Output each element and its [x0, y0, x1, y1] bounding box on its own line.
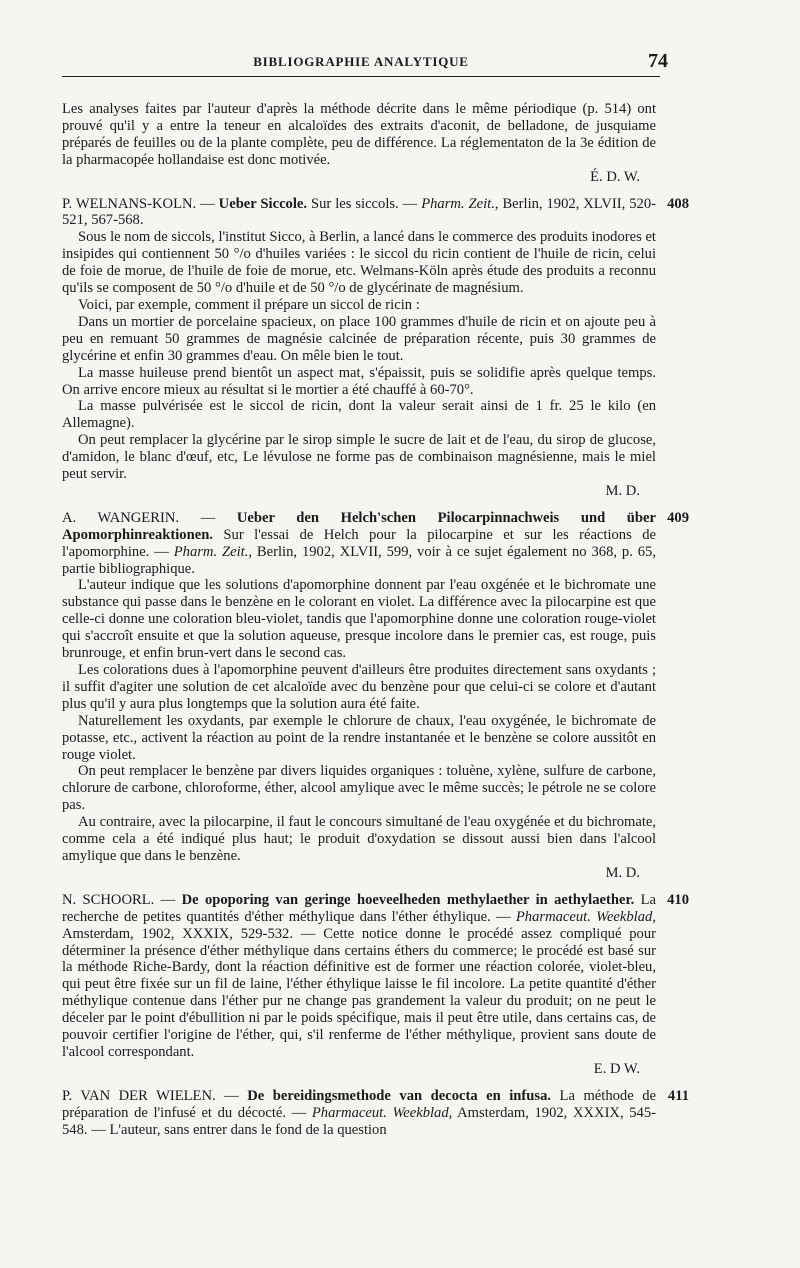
running-title: BIBLIOGRAPHIE ANALYTIQUE — [253, 54, 469, 69]
entry-paragraph: La masse pulvérisée est le siccol de ricin, dont la valeur serait ainsi de 1 fr. 25 le kilo (en Allemagne). — [62, 398, 656, 432]
entry-author: N. SCHOORL. — — [62, 891, 176, 908]
entry-journal: Pharmaceut. Weekblad, — [515, 908, 656, 925]
entry-paragraph: Au contraire, avec la pilocarpine, il faut le concours simultané de l'eau oxygénée et du bichromate, comme cela a été indiqué plus haut; le produit d'oxydation se dissout aussi bien dans l'alcool amylique que dans le benzène. — [62, 814, 656, 864]
entry-author: P. VAN DER WIELEN. — — [62, 1087, 239, 1104]
entry-heading — [62, 510, 656, 578]
entry-paragraph: Naturellement les oxydants, par exemple le chlorure de chaux, l'eau oxygénée, le bichromate de potasse, etc., activent la réaction au point de la rendre instantanée et le benzène se colore aussitôt en rouge violet. — [62, 712, 656, 763]
entry-subtitle: La méthode de préparation de l'infusé et du décocté. — — [62, 1087, 656, 1121]
entry-signature: E. D W. — [593, 1060, 640, 1077]
entry-paragraph: Sous le nom de siccols, l'institut Sicco, à Berlin, a lancé dans le commerce des produits inodores et insipides qui contiennent 50 °/o d'huiles variées : le siccol du ricin contient de l'huile de ricin, celui de foie de morue, de l'huile de foie de morue, etc. Welmans-Köln après étude des produits a reconnu qu'ils se composent de 50 °/o d'huile et de 50 °/o de glycérinate de magnésium. — [62, 229, 656, 297]
entry-heading — [62, 1088, 656, 1139]
entry-number: 410 — [667, 891, 689, 908]
entry-number: 408 — [667, 195, 689, 212]
entry-heading — [62, 892, 656, 1061]
entry-citation: Amsterdam, 1902, XXXIX, 545-548. — — [62, 1104, 656, 1138]
entry-title: De opoporing van geringe hoeveelheden methylaether in aethylaether. — [181, 891, 635, 908]
page-body — [62, 101, 689, 1138]
entry-title: Ueber den Helch'schen Pilocarpinnachweis und über Apomorphinreaktionen. — [62, 509, 656, 543]
entry-heading — [62, 196, 656, 230]
entry-subtitle: La recherche de petites quantités d'éther méthylique dans l'éther éthylique. — — [62, 891, 656, 925]
running-header — [62, 50, 668, 77]
entry-paragraph: Voici, par exemple, comment il prépare un siccol de ricin : — [78, 296, 420, 313]
entry-citation: Amsterdam, 1902, XXXIX, 529-532. — — [62, 925, 316, 942]
entry-paragraph: L'auteur indique que les solutions d'apomorphine donnent par l'eau oxgénée et le bichromate une substance qui passe dans le benzène en le colorant en violet. La différence avec la pilocarpine est que celle-ci donne une coloration bleu-violet, tandis que l'apomorphine donne une coloration rouge-violet qui s'accroît ensuite et que la solution aqueuse, presque incolore dans le premier cas, est rouge, puis brunrouge, et enfin brun-vert dans le second cas. — [62, 577, 656, 662]
intro-paragraph — [62, 101, 656, 169]
entry-paragraph: La masse huileuse prend bientôt un aspect mat, s'épaissit, puis se solidifie après quelque temps. On arrive encore mieux au résultat si le mortier a été chauffé à 60-70°. — [62, 364, 656, 398]
entry-citation: Berlin, 1902, XLVII, 520-521, 567-568. — [62, 195, 656, 229]
entry-409 — [62, 502, 689, 882]
entry-author: A. WANGERIN. — — [62, 509, 216, 526]
entry-410 — [62, 884, 689, 1078]
entry-signature: M. D. — [605, 482, 640, 499]
page-number: 74 — [648, 50, 668, 72]
entry-journal: Pharm. Zeit., — [421, 195, 499, 212]
entry-subtitle: Sur l'essai de Helch pour la pilocarpine et sur les réactions de l'apomorphine. — — [62, 526, 656, 560]
entry-title: De bereidingsmethode van decocta en infusa. — [247, 1087, 552, 1104]
intro-text: Les analyses faites par l'auteur d'après la méthode décrite dans le même périodique (p. 514) ont prouvé qu'il y a entre la teneur en alcaloïdes des extraits d'aconit, de belladone, de jusquiame préparés de feuilles ou de la plante complète, peu de différence. La réglementaton de la 3e édition de la pharmacopée hollandaise est donc motivée. — [62, 101, 656, 168]
entry-number: 411 — [667, 1087, 689, 1104]
entry-paragraph: Les colorations dues à l'apomorphine peuvent d'ailleurs être produites directement sans oxydants ; il suffit d'agiter une solution de cet alcaloïde avec du benzène pour que celui-ci se colore et d'autant plus qu'il y aura plus longtemps que la solution aura été faite. — [62, 662, 656, 712]
entry-author: P. WELNANS-KOLN. — — [62, 195, 215, 212]
entry-411 — [62, 1080, 689, 1139]
entry-title: Ueber Siccole. — [218, 195, 308, 212]
entry-paragraph: On peut remplacer le benzène par divers liquides organiques : toluène, xylène, sulfure de carbone, chlorure de carbone, chloroforme, éther, alcool amylique avec le même succès; le pétrole ne se colore pas. — [62, 763, 656, 814]
entry-number: 409 — [667, 509, 689, 526]
entry-journal: Pharmaceut. Weekblad, — [311, 1104, 453, 1121]
entry-citation: Berlin, 1902, XLVII, 599, voir à ce sujet également no 368, p. 65, partie bibliographique. — [62, 543, 657, 577]
entry-subtitle: Sur les siccols. — — [310, 195, 418, 212]
entry-journal: Pharm. Zeit., — [173, 543, 253, 560]
entry-paragraph: Dans un mortier de porcelaine spacieux, on place 100 grammes d'huile de ricin et on ajoute peu à peu en remuant 50 grammes de magnésie calcinée de préparation récente, puis 30 grammes de glycérine et enfin 30 grammes d'eau. On mêle bien le tout. — [62, 313, 656, 364]
entry-408 — [62, 188, 689, 500]
entry-signature: M. D. — [605, 864, 640, 881]
entry-body: Cette notice donne le procédé assez compliqué pour déterminer la présence d'éther méthylique dans certains éthers du commerce; le procédé est basé sur la méthode Riche-Bardy, dont la réaction définitive est de former une réaction colorée, violet-bleu, qui peut être fixée sur un fil de laine, l'éther éthylique laisse le fil incolore. La petite quantité d'éther méthylique contenue dans l'éther pur ne change pas grandement la valeur du produit; on ne peut le déceler par le point d'ébullition ni par le poids spécifique, mais il peut être utile, dans certains cas, de pouvoir certifier l'origine de l'éther, qui, s'il renferme de l'éther méthylique, provient sans doute de l'alcool correspondant. — [62, 925, 656, 1060]
entry-body: L'auteur, sans entrer dans le fond de la question — [109, 1121, 387, 1138]
intro-signature: É. D. W. — [590, 168, 640, 185]
entry-paragraph: On peut remplacer la glycérine par le sirop simple le sucre de lait et de l'eau, du sirop de glucose, d'amidon, le blanc d'œuf, etc, Le lévulose ne forme pas de combinaison magnésienne, mais le miel peut servir. — [62, 432, 656, 483]
